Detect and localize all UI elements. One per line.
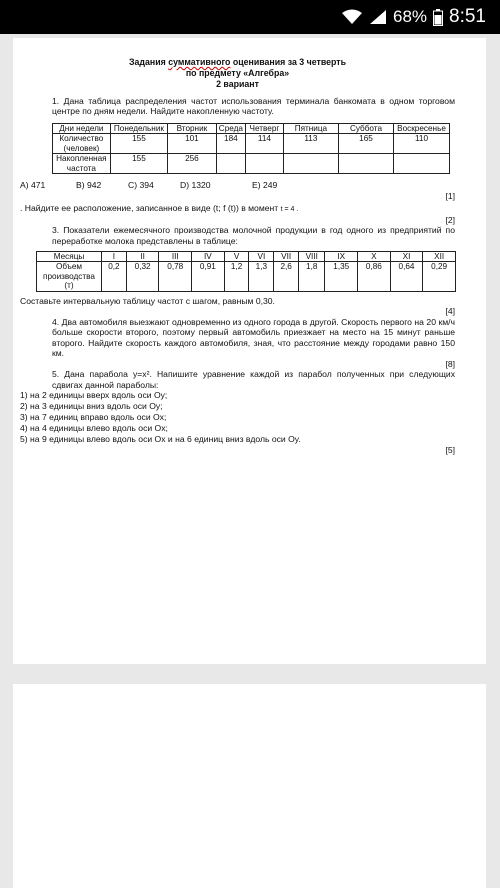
table-cell: 0,86 (358, 262, 391, 291)
answer-option: A) 471 (20, 180, 46, 191)
wifi-icon (341, 9, 363, 25)
header-underlined-word: суммативного (168, 57, 231, 67)
table-cell (246, 154, 284, 174)
score-q5: [5] (445, 445, 455, 456)
table-cell: 1,35 (325, 262, 358, 291)
table-header-cell: II (126, 251, 159, 261)
question-3-task: Составьте интервальную таблицу частот с шагом, равным 0,30. (20, 295, 275, 306)
table-header-cell: VII (274, 251, 299, 261)
table-cell: 2,6 (274, 262, 299, 291)
header-subject: по предмету «Алгебра» (185, 67, 290, 78)
table-cell (283, 154, 338, 174)
table-cell: 101 (168, 134, 217, 154)
clock: 8:51 (449, 6, 486, 27)
table-header-cell: X (358, 251, 391, 261)
table-header-cell: Объем производства (т) (37, 262, 102, 291)
table-header-cell: Вторник (168, 123, 217, 133)
table-cell: 1,8 (299, 262, 325, 291)
question-2-body: . Найдите ее расположение, записанное в виде (t; f (t)) в момент (20, 203, 279, 213)
question-4-text: 4. Два автомобиля выезжают одновременно из одного города в другой. Скорость первого на 20 км/ч больше скорости второго, поэтому первый автомобиль приезжает на место на 15 минут раньше второго. Найдите скорость каждого автомобиля, зная, что расстояние между городами равно 150 км. (52, 316, 455, 359)
score-q1: [1] (445, 190, 455, 201)
score-q3: [4] (445, 306, 455, 317)
question-5-text: 5. Дана парабола y=x². Напишите уравнение каждой из парабол полученных при следующих сдвигах данной параболы: (52, 369, 455, 390)
table-header-cell: XII (423, 251, 456, 261)
table-header-cell: XI (390, 251, 423, 261)
status-bar (0, 0, 500, 34)
table-header-cell: IX (325, 251, 358, 261)
table-cell: 0,29 (423, 262, 456, 291)
table-header-cell: Месяцы (37, 251, 102, 261)
table-header-cell: Дни недели (53, 123, 111, 133)
production-table (36, 251, 456, 292)
question-2-moment: t = 4 . (280, 206, 299, 213)
question-3-text: 3. Показатели ежемесячного производства молочной продукции в год одного из предприятий по переработке молока представлены в таблице: (52, 225, 455, 246)
answer-option: E) 249 (252, 180, 278, 191)
header-title: Задания суммативного оценивания за 3 четверть (129, 57, 346, 67)
table-cell: 1,3 (249, 262, 274, 291)
table-cell: 155 (110, 154, 167, 174)
table-cell: Количество (человек) (53, 134, 111, 154)
table-header-cell: Суббота (338, 123, 393, 133)
list-item: 1) на 2 единицы вверх вдоль оси Oy; (20, 390, 168, 401)
table-cell: 184 (216, 134, 245, 154)
score-q2: [2] (445, 214, 455, 225)
question-2-text (20, 203, 455, 215)
document-header (20, 57, 455, 90)
battery-percent: 68% (392, 7, 428, 26)
table-header-cell: VIII (299, 251, 325, 261)
table-cell: 0,78 (159, 262, 192, 291)
table-header-cell: I (102, 251, 127, 261)
signal-icon (369, 9, 387, 25)
list-item: 3) на 7 единиц вправо вдоль оси Ox; (20, 412, 167, 423)
table-header-cell: Воскресенье (394, 123, 450, 133)
document-page-2 (13, 684, 486, 888)
table-cell (216, 154, 245, 174)
header-variant: 2 вариант (216, 78, 259, 89)
table-header-cell: Четверг (246, 123, 284, 133)
table-cell: 165 (338, 134, 393, 154)
table-cell: 113 (283, 134, 338, 154)
table-header-cell: V (224, 251, 249, 261)
list-item: 5) на 9 единицы влево вдоль оси Ox и на 6 единиц вниз вдоль оси Oy. (20, 434, 301, 445)
table-cell: 155 (110, 134, 167, 154)
table-header-cell: VI (249, 251, 274, 261)
table-cell: 256 (168, 154, 217, 174)
score-q4: [8] (445, 358, 455, 369)
table-cell (394, 154, 450, 174)
answer-option: D) 1320 (180, 180, 211, 191)
list-item: 2) на 3 единицы вниз вдоль оси Oy; (20, 401, 163, 412)
table-cell: 0,32 (126, 262, 159, 291)
table-cell: Накопленная частота (53, 154, 111, 174)
answer-options (20, 180, 455, 190)
shift-list (20, 390, 455, 445)
table-header-cell: III (159, 251, 192, 261)
table-header-cell: Среда (216, 123, 245, 133)
table-header-cell: IV (192, 251, 225, 261)
document-content (20, 57, 455, 456)
table-cell: 0,64 (390, 262, 423, 291)
table-header-cell: Понедельник (110, 123, 167, 133)
table-cell: 110 (394, 134, 450, 154)
battery-icon (433, 9, 443, 26)
table-cell: 114 (246, 134, 284, 154)
table-cell: 0,91 (192, 262, 225, 291)
answer-option: B) 942 (76, 180, 102, 191)
table-cell (338, 154, 393, 174)
frequency-table (52, 123, 450, 174)
question-1-text: 1. Дана таблица распределения частот использования терминала банкомата в одном торговом центре по дням недели. Найдите накопленную частоту. (52, 95, 455, 117)
table-cell: 1,2 (224, 262, 249, 291)
table-cell: 0,2 (102, 262, 127, 291)
list-item: 4) на 4 единицы влево вдоль оси Ox; (20, 423, 168, 434)
answer-option: C) 394 (128, 180, 154, 191)
table-header-cell: Пятница (283, 123, 338, 133)
